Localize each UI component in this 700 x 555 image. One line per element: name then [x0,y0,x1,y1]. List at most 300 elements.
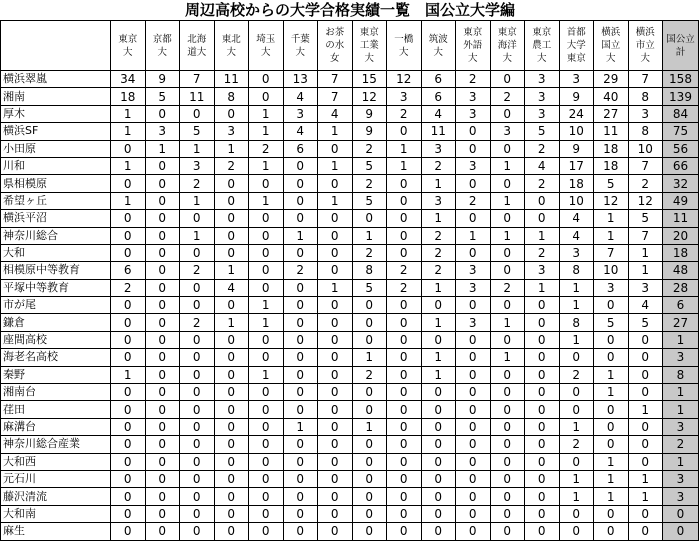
count-cell: 0 [249,175,284,192]
count-cell: 3 [525,105,560,122]
column-header-line: 大 [536,53,547,64]
column-header [594,21,629,71]
count-cell: 0 [628,418,663,435]
count-cell: 0 [145,314,180,331]
school-name-cell: 秦野 [1,366,111,383]
count-cell: 6 [111,262,146,279]
count-cell: 9 [352,123,387,140]
count-cell: 0 [111,227,146,244]
column-header-line: 東京 [359,27,379,38]
count-cell: 0 [628,436,663,453]
count-cell: 0 [421,488,456,505]
count-cell: 3 [456,262,491,279]
count-cell: 1 [421,314,456,331]
count-cell: 8 [214,88,249,105]
count-cell: 0 [111,175,146,192]
column-header-line: 東京 [566,53,586,64]
count-cell: 1 [594,227,629,244]
count-cell: 1 [111,192,146,209]
count-cell: 2 [490,88,525,105]
table-row [1,192,699,209]
count-cell: 0 [525,488,560,505]
count-cell: 0 [283,244,318,261]
total-cell: 84 [663,105,699,122]
total-cell: 3 [663,349,699,366]
count-cell: 2 [352,366,387,383]
school-name-cell: 相模原中等教育 [1,262,111,279]
count-cell: 0 [318,523,353,540]
count-cell: 15 [352,71,387,88]
column-header-line: 大 [433,46,443,58]
count-cell: 0 [456,470,491,487]
total-cell: 3 [663,470,699,487]
count-cell: 2 [352,140,387,157]
column-header-line: 一橋 [394,33,414,45]
count-cell: 1 [111,105,146,122]
count-cell: 0 [456,523,491,540]
count-cell: 12 [594,192,629,209]
school-name-cell: 神奈川総合産業 [1,436,111,453]
count-cell: 3 [456,279,491,296]
count-cell: 0 [421,418,456,435]
count-cell: 1 [490,227,525,244]
count-cell: 0 [559,401,594,418]
count-cell: 3 [456,105,491,122]
count-cell: 0 [559,505,594,522]
count-cell: 0 [283,523,318,540]
count-cell: 18 [111,88,146,105]
table-row [1,175,699,192]
count-cell: 6 [283,140,318,157]
count-cell: 1 [249,297,284,314]
count-cell: 3 [456,314,491,331]
count-cell: 2 [111,279,146,296]
count-cell: 0 [490,262,525,279]
count-cell: 0 [525,505,560,522]
column-header [249,21,284,71]
count-cell: 0 [249,88,284,105]
count-cell: 1 [594,366,629,383]
count-cell: 2 [628,175,663,192]
count-cell: 0 [180,488,215,505]
count-cell: 0 [180,453,215,470]
count-cell: 1 [180,227,215,244]
count-cell: 0 [456,418,491,435]
count-cell: 0 [594,401,629,418]
count-cell: 0 [214,453,249,470]
count-cell: 1 [421,210,456,227]
count-cell: 0 [180,297,215,314]
count-cell: 0 [318,262,353,279]
count-cell: 0 [352,453,387,470]
count-cell: 0 [490,453,525,470]
count-cell: 0 [145,175,180,192]
count-cell: 2 [180,262,215,279]
count-cell: 8 [352,262,387,279]
count-cell: 0 [249,210,284,227]
column-header-line: 大 [295,46,305,58]
count-cell: 0 [111,436,146,453]
count-cell: 0 [594,331,629,348]
column-header-line: 大 [157,46,167,58]
count-cell: 0 [145,279,180,296]
count-cell: 0 [352,331,387,348]
count-cell: 1 [628,401,663,418]
table-row [1,453,699,470]
count-cell: 2 [456,192,491,209]
count-cell: 3 [628,105,663,122]
count-cell: 0 [249,244,284,261]
count-cell: 2 [352,244,387,261]
count-cell: 2 [490,279,525,296]
count-cell: 29 [594,71,629,88]
count-cell: 0 [490,488,525,505]
count-cell: 0 [594,418,629,435]
table-row [1,401,699,418]
school-name-cell: 海老名高校 [1,349,111,366]
count-cell: 2 [352,175,387,192]
count-cell: 0 [214,470,249,487]
count-cell: 0 [249,384,284,401]
count-cell: 0 [456,401,491,418]
total-cell: 11 [663,210,699,227]
count-cell: 0 [352,523,387,540]
column-header-line: 国公立 [666,33,695,45]
school-name-cell: 大和南 [1,505,111,522]
count-cell: 0 [525,436,560,453]
count-cell: 0 [456,366,491,383]
count-cell: 2 [525,140,560,157]
count-cell: 0 [594,297,629,314]
count-cell: 0 [525,453,560,470]
column-header-line: 大 [226,46,236,58]
count-cell: 0 [249,262,284,279]
count-cell: 0 [456,297,491,314]
count-cell: 1 [594,210,629,227]
count-cell: 1 [421,175,456,192]
total-cell: 0 [663,505,699,522]
count-cell: 0 [214,105,249,122]
count-cell: 0 [145,401,180,418]
count-cell: 0 [456,488,491,505]
count-cell: 0 [283,279,318,296]
table-row [1,157,699,174]
count-cell: 7 [180,71,215,88]
total-cell: 48 [663,262,699,279]
count-cell: 3 [628,279,663,296]
column-header-line: 横浜 [635,27,655,38]
count-cell: 0 [214,227,249,244]
count-cell: 7 [318,88,353,105]
school-name-cell: 厚木 [1,105,111,122]
table-row [1,470,699,487]
count-cell: 0 [283,470,318,487]
count-cell: 0 [628,349,663,366]
column-header-line: 東京 [118,33,138,45]
count-cell: 0 [318,401,353,418]
count-cell: 0 [490,331,525,348]
count-cell: 3 [559,71,594,88]
count-cell: 0 [145,262,180,279]
count-cell: 5 [628,314,663,331]
count-cell: 0 [111,331,146,348]
table-row [1,418,699,435]
school-name-cell: 麻溝台 [1,418,111,435]
count-cell: 0 [318,470,353,487]
count-cell: 0 [490,470,525,487]
count-cell: 1 [214,140,249,157]
count-cell: 3 [180,157,215,174]
school-name-cell: 藤沢清流 [1,488,111,505]
count-cell: 0 [525,192,560,209]
column-header-line: お茶 [325,27,345,38]
count-cell: 12 [628,192,663,209]
count-cell: 0 [559,523,594,540]
count-cell: 0 [145,244,180,261]
count-cell: 1 [318,192,353,209]
count-cell: 1 [180,140,215,157]
count-cell: 0 [283,210,318,227]
count-cell: 9 [145,71,180,88]
count-cell: 0 [559,453,594,470]
count-cell: 0 [318,140,353,157]
count-cell: 0 [387,523,422,540]
count-cell: 3 [490,123,525,140]
count-cell: 0 [387,366,422,383]
column-header-line: 東北 [221,33,241,45]
column-header-line: 外語 [463,40,483,51]
count-cell: 0 [249,505,284,522]
count-cell: 0 [490,210,525,227]
count-cell: 5 [352,157,387,174]
table-row [1,331,699,348]
count-cell: 0 [387,418,422,435]
count-cell: 27 [594,105,629,122]
count-cell: 0 [214,436,249,453]
count-cell: 0 [387,488,422,505]
count-cell: 7 [628,227,663,244]
school-name-cell: 麻生 [1,523,111,540]
total-cell: 6 [663,297,699,314]
total-cell: 56 [663,140,699,157]
count-cell: 0 [421,436,456,453]
column-header [318,21,353,71]
count-cell: 2 [214,157,249,174]
total-cell: 32 [663,175,699,192]
school-name-cell: 大和 [1,244,111,261]
count-cell: 1 [283,227,318,244]
count-cell: 0 [111,470,146,487]
count-cell: 4 [628,297,663,314]
total-cell: 27 [663,314,699,331]
count-cell: 0 [318,297,353,314]
count-cell: 1 [559,470,594,487]
count-cell: 2 [283,262,318,279]
count-cell: 0 [180,349,215,366]
count-cell: 0 [180,384,215,401]
table-row [1,244,699,261]
count-cell: 0 [249,436,284,453]
count-cell: 1 [628,488,663,505]
count-cell: 18 [594,157,629,174]
count-cell: 0 [318,418,353,435]
count-cell: 1 [352,349,387,366]
count-cell: 0 [525,297,560,314]
count-cell: 8 [628,123,663,140]
table-row [1,88,699,105]
count-cell: 0 [283,488,318,505]
count-cell: 0 [180,470,215,487]
column-header-line: 京都 [152,33,172,45]
count-cell: 0 [249,71,284,88]
column-header-line: 埼玉 [256,33,276,45]
count-cell: 1 [180,192,215,209]
count-cell: 1 [594,384,629,401]
column-header [525,21,560,71]
column-header [145,21,180,71]
count-cell: 0 [249,470,284,487]
count-cell: 1 [456,227,491,244]
count-cell: 0 [111,210,146,227]
count-cell: 2 [249,140,284,157]
count-cell: 40 [594,88,629,105]
count-cell: 0 [421,297,456,314]
column-header [421,21,456,71]
count-cell: 5 [352,192,387,209]
count-cell: 0 [180,279,215,296]
count-cell: 1 [352,418,387,435]
total-cell: 3 [663,418,699,435]
total-cell: 1 [663,331,699,348]
column-header [387,21,422,71]
count-cell: 3 [525,262,560,279]
count-cell: 5 [594,175,629,192]
count-cell: 0 [387,244,422,261]
count-cell: 0 [111,384,146,401]
count-cell: 0 [490,105,525,122]
school-name-cell: 平塚中等教育 [1,279,111,296]
count-cell: 0 [180,244,215,261]
column-header-line: の水 [325,40,345,51]
count-cell: 1 [352,227,387,244]
total-cell: 139 [663,88,699,105]
count-cell: 1 [249,366,284,383]
count-cell: 2 [421,262,456,279]
count-cell: 0 [421,401,456,418]
count-cell: 0 [283,505,318,522]
count-cell: 0 [214,418,249,435]
count-cell: 7 [594,244,629,261]
count-cell: 1 [249,157,284,174]
count-cell: 0 [352,314,387,331]
count-cell: 11 [421,123,456,140]
count-cell: 0 [283,401,318,418]
count-cell: 0 [318,505,353,522]
count-cell: 0 [456,175,491,192]
count-cell: 0 [145,523,180,540]
count-cell: 0 [628,331,663,348]
count-cell: 0 [456,349,491,366]
count-cell: 0 [214,210,249,227]
count-cell: 0 [318,453,353,470]
count-cell: 3 [559,244,594,261]
count-cell: 0 [525,470,560,487]
count-cell: 0 [456,384,491,401]
count-cell: 0 [387,210,422,227]
column-header [180,21,215,71]
count-cell: 0 [249,279,284,296]
column-header-line: 海洋 [497,40,517,51]
count-cell: 0 [283,453,318,470]
count-cell: 2 [387,262,422,279]
count-cell: 0 [214,192,249,209]
count-cell: 0 [387,227,422,244]
table-row [1,384,699,401]
school-name-cell: 元石川 [1,470,111,487]
table-row [1,123,699,140]
count-cell: 0 [111,401,146,418]
school-name-cell: 横浜SF [1,123,111,140]
header-row [1,21,699,71]
count-cell: 0 [111,505,146,522]
count-cell: 1 [249,314,284,331]
count-cell: 0 [214,175,249,192]
count-cell: 4 [421,105,456,122]
total-cell: 66 [663,157,699,174]
table-row [1,297,699,314]
count-cell: 0 [180,401,215,418]
count-cell: 12 [387,71,422,88]
count-cell: 2 [525,244,560,261]
count-cell: 4 [559,210,594,227]
count-cell: 10 [559,192,594,209]
count-cell: 0 [628,505,663,522]
total-cell: 20 [663,227,699,244]
count-cell: 0 [352,297,387,314]
count-cell: 10 [628,140,663,157]
count-cell: 3 [456,157,491,174]
table-row [1,488,699,505]
count-cell: 0 [525,523,560,540]
count-cell: 9 [559,140,594,157]
count-cell: 0 [594,523,629,540]
count-cell: 0 [249,453,284,470]
count-cell: 0 [111,418,146,435]
count-cell: 0 [283,192,318,209]
count-cell: 0 [525,314,560,331]
count-cell: 0 [214,349,249,366]
count-cell: 0 [387,175,422,192]
count-cell: 0 [145,418,180,435]
column-header-line: 東京 [463,27,483,38]
count-cell: 0 [387,192,422,209]
count-cell: 11 [214,71,249,88]
count-cell: 1 [628,470,663,487]
total-cell: 49 [663,192,699,209]
count-cell: 0 [318,314,353,331]
total-cell: 75 [663,123,699,140]
count-cell: 0 [387,453,422,470]
count-cell: 0 [456,505,491,522]
count-cell: 2 [559,436,594,453]
count-cell: 0 [214,244,249,261]
count-cell: 0 [249,331,284,348]
count-cell: 0 [387,384,422,401]
count-cell: 0 [525,366,560,383]
school-name-cell: 荏田 [1,401,111,418]
count-cell: 0 [456,210,491,227]
count-cell: 1 [249,105,284,122]
